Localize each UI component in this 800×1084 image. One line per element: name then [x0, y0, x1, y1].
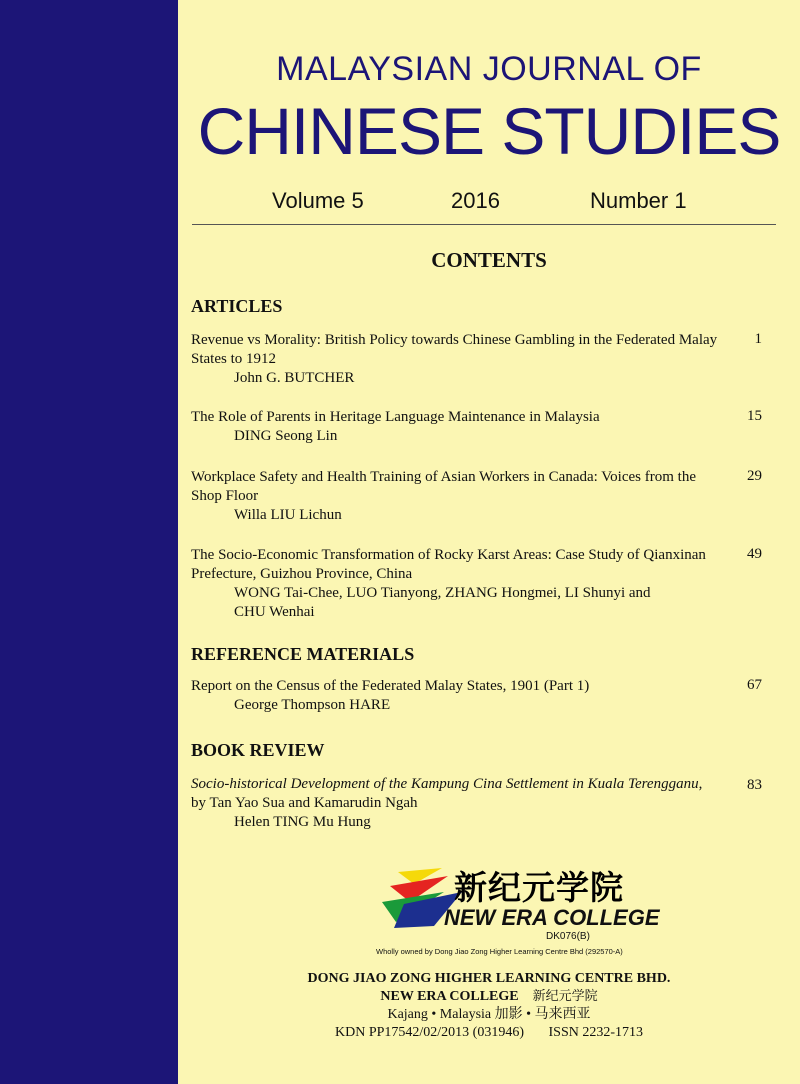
section-articles: ARTICLES [191, 296, 283, 316]
entry-title: Report on the Census of the Federated Malay States, 1901 (Part 1) [191, 678, 590, 694]
entry-page: 67 [747, 677, 762, 693]
college-name-chinese: 新纪元学院 [454, 868, 624, 907]
entry-page: 49 [747, 546, 762, 562]
journal-title-line1: MALAYSIAN JOURNAL OF [276, 50, 702, 88]
toc-entry[interactable] [191, 546, 721, 622]
header-divider [192, 224, 776, 225]
entry-title: The Role of Parents in Heritage Language Maintenance in Malaysia [191, 409, 600, 425]
entry-author: George Thompson HARE [234, 697, 391, 713]
section-book-review: BOOK REVIEW [191, 740, 325, 760]
entry-author: John G. BUTCHER [234, 370, 355, 386]
entry-title: The Socio-Economic Transformation of Rocky Karst Areas: Case Study of Qianxinan Prefecture, Guizhou Province, China [191, 547, 706, 582]
publisher-college-en: NEW ERA COLLEGE [380, 989, 519, 1004]
entry-page: 15 [747, 408, 762, 424]
contents-heading: CONTENTS [431, 248, 547, 272]
section-reference-materials: REFERENCE MATERIALS [191, 644, 415, 664]
publisher-name: DONG JIAO ZONG HIGHER LEARNING CENTRE BHD. [307, 971, 671, 986]
issn-number: ISSN 2232-1713 [548, 1025, 644, 1040]
entry-author: DING Seong Lin [234, 428, 338, 444]
entry-title: Workplace Safety and Health Training of Asian Workers in Canada: Voices from the Shop Floor [191, 469, 696, 504]
ownership-note: Wholly owned by Dong Jiao Zong Higher Learning Centre Bhd (292570-A) [376, 947, 623, 956]
college-code: DK076(B) [546, 931, 590, 942]
journal-cover [178, 0, 800, 1084]
publisher-college [178, 988, 800, 1006]
publisher-registration [178, 1024, 800, 1042]
entry-title-italic: Socio-historical Development of the Kampung Cina Settlement in Kuala Terengganu [191, 776, 699, 792]
entry-page: 83 [747, 777, 762, 793]
entry-author: WONG Tai-Chee, LUO Tianyong, ZHANG Hongmei, LI Shunyi and CHU Wenhai [234, 585, 651, 620]
entry-author: Helen TING Mu Hung [234, 814, 371, 830]
toc-entry[interactable] [191, 468, 721, 525]
issue-number-label: Number 1 [590, 188, 687, 213]
college-name-english: NEW ERA COLLEGE [444, 905, 660, 930]
entry-title-rest: , by Tan Yao Sua and Kamarudin Ngah [191, 776, 703, 811]
toc-entry[interactable] [191, 775, 721, 832]
journal-title-line2: CHINESE STUDIES [197, 94, 781, 168]
entry-page: 1 [754, 331, 762, 347]
toc-entry[interactable] [191, 331, 721, 388]
toc-entry[interactable] [191, 408, 721, 446]
publisher-college-cn: 新纪元学院 [532, 989, 598, 1004]
publisher-location: Kajang • Malaysia 加影 • 马来西亚 [387, 1007, 591, 1022]
entry-author: Willa LIU Lichun [234, 507, 342, 523]
year-label: 2016 [451, 188, 500, 213]
volume-label: Volume 5 [272, 188, 364, 213]
entry-title: Revenue vs Morality: British Policy towards Chinese Gambling in the Federated Malay States to 1912 [191, 332, 718, 367]
cover-spine-band [0, 0, 178, 1084]
toc-entry[interactable] [191, 677, 721, 715]
kdn-number: KDN PP17542/02/2013 (031946) [334, 1025, 524, 1040]
entry-page: 29 [747, 468, 762, 484]
